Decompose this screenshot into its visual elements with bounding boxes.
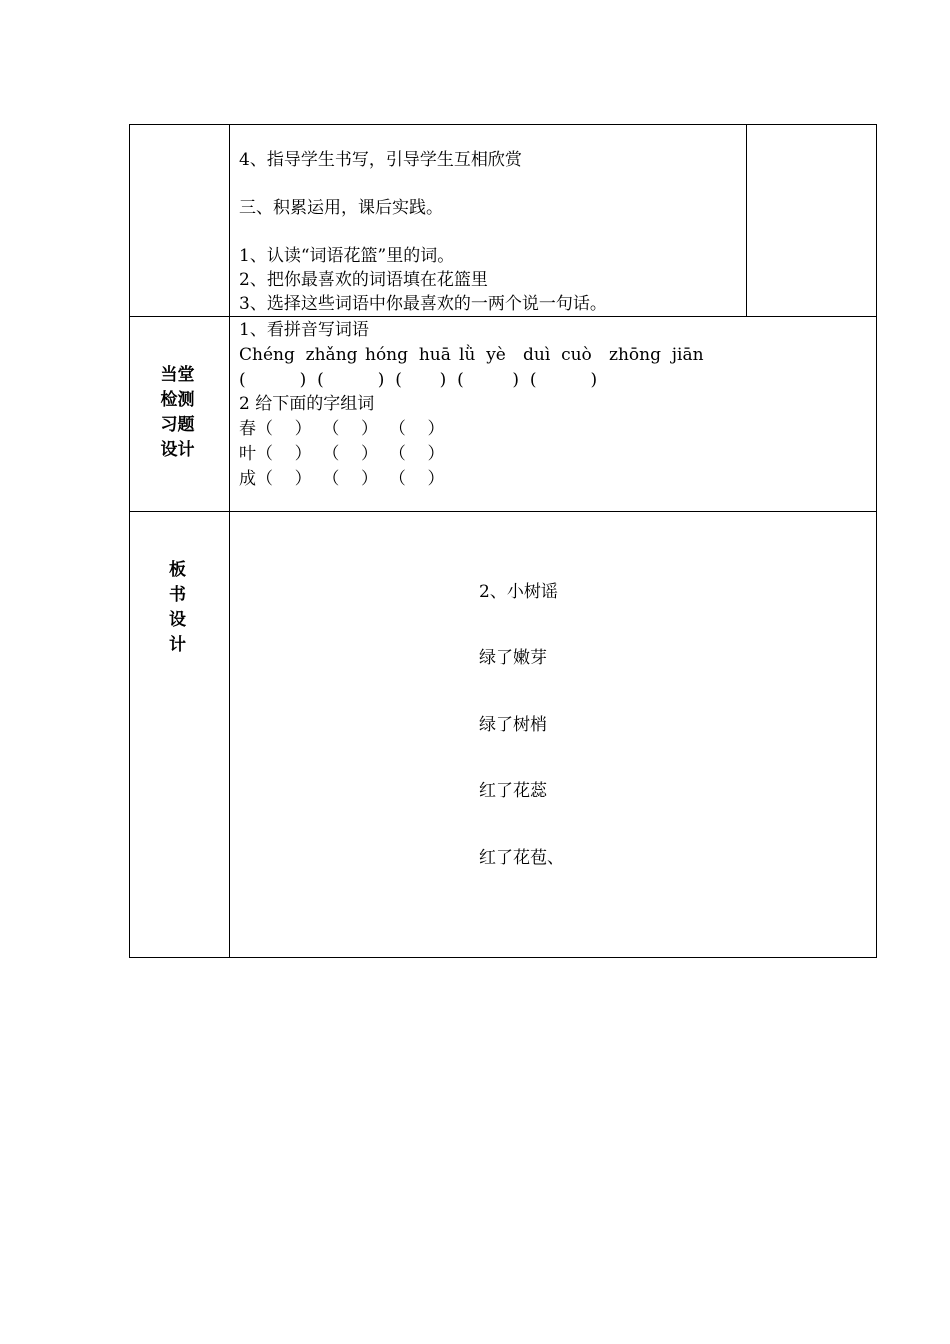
table-border-bottom <box>129 957 877 958</box>
exercise-label <box>140 363 215 463</box>
process-line-4: 2、把你最喜欢的词语填在花篮里 <box>239 270 488 290</box>
word-group-char: 春 <box>239 419 256 439</box>
process-line-5: 3、选择这些词语中你最喜欢的一两个说一句话。 <box>239 294 607 314</box>
pinyin-word: hóng huā <box>365 345 451 365</box>
board-label <box>140 558 215 658</box>
exercise-label-line: 当堂 <box>160 365 195 385</box>
table-border-right <box>876 124 877 958</box>
exercise-label-line: 习题 <box>160 415 195 435</box>
board-title: 2、小树谣 <box>479 582 558 602</box>
pinyin-word: zhōng jiān <box>609 345 704 365</box>
row-divider-1 <box>129 316 877 317</box>
pinyin-word: Chéng zhǎng <box>239 345 358 365</box>
process-line-1: 4、指导学生书写，引导学生互相欣赏 <box>239 150 522 170</box>
word-group-row <box>239 419 444 439</box>
board-line: 绿了嫩芽 <box>479 648 547 668</box>
pinyin-word: duì cuò <box>523 345 592 365</box>
board-label-char: 计 <box>169 635 186 655</box>
column-divider-right <box>746 124 747 317</box>
pinyin-word: lǜ yè <box>459 345 506 365</box>
exercise-q1-title: 1、看拼音写词语 <box>239 320 369 340</box>
board-label-char: 书 <box>169 585 186 605</box>
board-line: 红了花苞、 <box>479 848 564 868</box>
board-line: 红了花蕊 <box>479 781 547 801</box>
word-group-char: 成 <box>239 469 256 489</box>
row-divider-2 <box>129 511 877 512</box>
board-label-char: 设 <box>169 610 186 630</box>
table-border-top <box>129 124 877 125</box>
table-border-left <box>129 124 130 958</box>
word-group-char: 叶 <box>239 444 256 464</box>
answer-blanks: ( ) ( ) ( ) ( ) ( ) <box>239 370 598 390</box>
word-group-slots: （ ） （ ） （ ） <box>256 419 445 439</box>
word-group-row <box>239 444 444 464</box>
column-divider <box>229 124 230 958</box>
process-line-3: 1、认读“词语花篮”里的词。 <box>239 246 455 266</box>
process-line-2: 三、积累运用，课后实践。 <box>239 198 443 218</box>
board-label-char: 板 <box>169 560 186 580</box>
word-group-slots: （ ） （ ） （ ） <box>256 444 445 464</box>
word-group-row <box>239 469 444 489</box>
board-line: 绿了树梢 <box>479 715 547 735</box>
word-group-slots: （ ） （ ） （ ） <box>256 469 445 489</box>
exercise-q2-title: 2 给下面的字组词 <box>239 394 375 414</box>
exercise-label-line: 设计 <box>160 440 195 460</box>
exercise-label-line: 检测 <box>160 390 195 410</box>
